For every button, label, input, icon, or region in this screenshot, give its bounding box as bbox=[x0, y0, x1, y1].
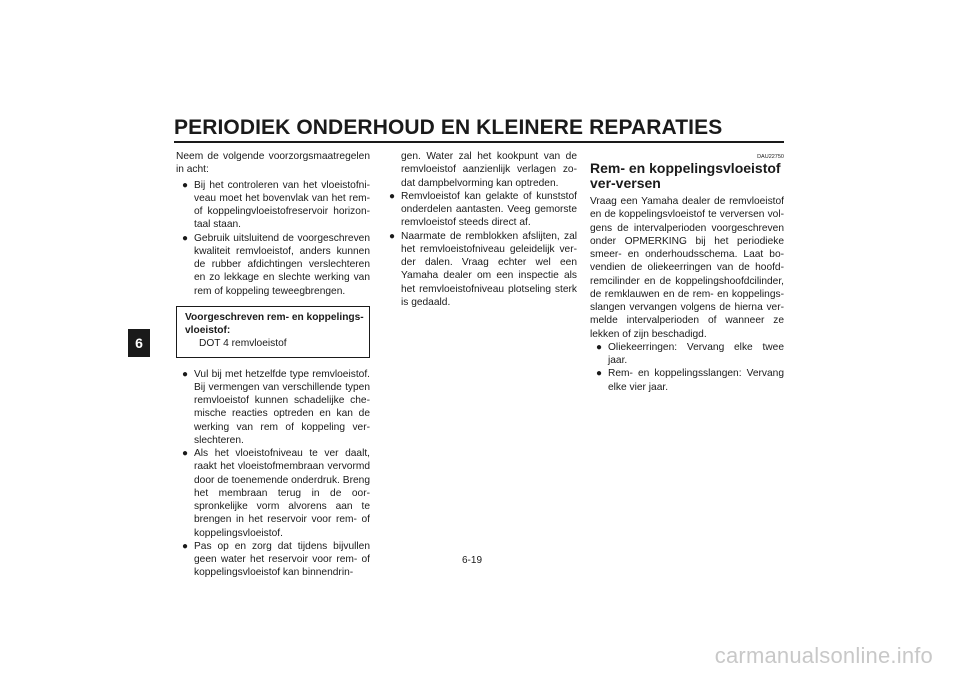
page-title: PERIODIEK ONDERHOUD EN KLEINERE REPARATIES bbox=[174, 116, 723, 139]
spec-box bbox=[176, 306, 370, 358]
list-item bbox=[176, 179, 370, 232]
list-item-text: Bij het controleren van het vloeistofni-veau moet het bovenvlak van het rem-of koppelingvloeistofreservoir horizon-taal staan. bbox=[194, 179, 370, 231]
precaution-list-middle bbox=[383, 190, 577, 309]
intro-text: Neem de volgende voorzorgsmaatregelen in acht: bbox=[176, 151, 370, 176]
list-item bbox=[590, 341, 784, 368]
list-item-text: Naarmate de remblokken afslijten, zal het remvloeistofniveau geleidelijk ver-der dalen. Vraag echter wel een Yamaha dealer om een inspectie als het remvloeistofniveau plotseling sterk is gedaald. bbox=[401, 230, 577, 308]
spec-value: DOT 4 remvloeistof bbox=[199, 338, 287, 350]
column-middle bbox=[383, 150, 577, 309]
bullet-icon: ● bbox=[595, 368, 603, 380]
bullet-icon: ● bbox=[181, 232, 189, 244]
list-item-text: Oliekeerringen: Vervang elke twee jaar. bbox=[608, 341, 784, 366]
page-number: 6-19 bbox=[462, 555, 483, 566]
replacement-list bbox=[590, 341, 784, 394]
bullet-icon: ● bbox=[181, 179, 189, 191]
list-item-text: Als het vloeistofniveau te ver daalt, raakt het vloeistofmembraan vervormd door de toenemende onderdruk. Breng het membraan terug in de oor-spronkelijke vorm alvorens aan te brengen in het reservoir voor rem- of koppelingsvloeistof. bbox=[194, 448, 370, 539]
section-body: Vraag een Yamaha dealer de remvloeistof en de koppelingsvloeistof te verversen vol-gens de intervalperioden voorgeschreven onder OPMERKING bij het periodieke smeer- en onderhoudsschema. Laat bo-vendien de oliekeerringen van de hoofd-remcilinder en de koppelingshoofdcilinder, de remklauwen en de rem- en koppelings-slangen vervangen volgens de hierna ver-melde intervalperioden of wanneer ze lekken of zijn beschadigd. bbox=[590, 196, 784, 340]
list-item bbox=[383, 190, 577, 230]
list-item-text: Rem- en koppelingsslangen: Vervang elke vier jaar. bbox=[608, 368, 784, 393]
list-item bbox=[176, 232, 370, 298]
section-heading: Rem- en koppelingsvloeistof ver-versen bbox=[590, 160, 781, 191]
list-item bbox=[176, 447, 370, 540]
list-item bbox=[176, 540, 370, 580]
bullet-icon: ● bbox=[181, 448, 189, 459]
list-item bbox=[176, 368, 370, 448]
list-item bbox=[590, 367, 784, 394]
list-item-text: Remvloeistof kan gelakte of kunststof onderdelen aantasten. Veeg gemorste remvloeistof steeds direct af. bbox=[401, 190, 577, 229]
list-item-text: Pas op en zorg dat tijdens bijvullen geen water het reservoir voor rem- of koppelingsvloeistof kan binnendrin- bbox=[194, 540, 370, 579]
list-item-text: Vul bij met hetzelfde type remvloeistof. Bij vermengen van verschillende typen remvloeistof kunnen schadelijke che-mische reacties optreden en kan de werking van rem of koppeling ver-slechteren. bbox=[194, 368, 370, 446]
list-item bbox=[383, 230, 577, 310]
list-item-text: Gebruik uitsluitend de voorgeschreven kwaliteit remvloeistof, anders kunnen de rubber afdichtingen verslechteren en zo lekkage en slechte werking van rem of koppeling teweegbrengen. bbox=[194, 232, 370, 297]
chapter-tab: 6 bbox=[128, 329, 150, 357]
document-code: DAU22750 bbox=[757, 154, 784, 160]
title-rule bbox=[174, 141, 784, 143]
continuation-text: gen. Water zal het kookpunt van de remvloeistof aanzienlijk verlagen zo-dat dampbelvorming kan optreden. bbox=[401, 151, 577, 189]
precaution-list-continued bbox=[176, 368, 370, 580]
bullet-icon: ● bbox=[595, 341, 603, 353]
spec-label: Voorgeschreven rem- en koppelings-vloeistof: bbox=[185, 311, 364, 336]
bullet-icon: ● bbox=[181, 540, 189, 552]
bullet-icon: ● bbox=[388, 190, 396, 202]
watermark: carmanualsonline.info bbox=[714, 643, 933, 668]
bullet-icon: ● bbox=[181, 368, 189, 380]
column-left bbox=[176, 150, 370, 580]
bullet-icon: ● bbox=[388, 230, 396, 242]
column-right bbox=[590, 152, 784, 394]
precaution-list bbox=[176, 179, 370, 298]
